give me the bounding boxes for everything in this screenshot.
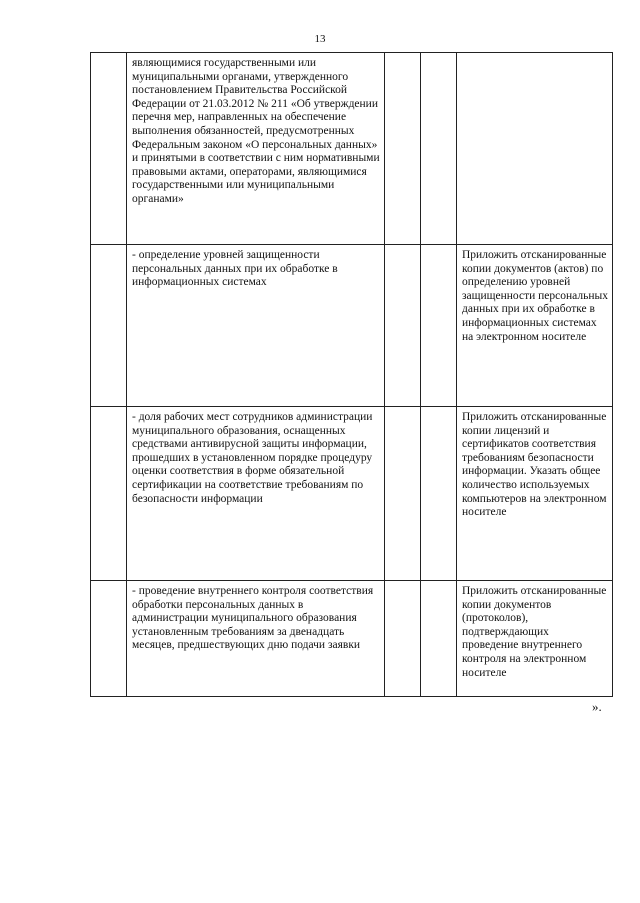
score-cell: [421, 245, 457, 407]
closing-quote-mark: ».: [592, 699, 602, 714]
note-cell: Приложить отсканированные копии документов (актов) по определению уровней защищенности персональных данных при их обработке в информационных системах на электронном носителе: [457, 245, 613, 407]
table-row: [91, 53, 613, 245]
value-cell: [385, 581, 421, 697]
page-number: 13: [314, 33, 326, 45]
value-cell: [385, 245, 421, 407]
requirement-cell: - проведение внутреннего контроля соответствия обработки персональных данных в администрации муниципального образования установленным требованиям за двенадцать месяцев, предшествующих дню подачи заявки: [127, 581, 385, 697]
number-cell: [91, 245, 127, 407]
requirement-cell: - доля рабочих мест сотрудников администрации муниципального образования, оснащенных средствами антивирусной защиты информации, прошедших в установленном порядке процедуру оценки соответствия в форме обязательной сертификации на соответствие требованиям по безопасности информации: [127, 407, 385, 581]
score-cell: [421, 407, 457, 581]
requirements-table: [90, 52, 613, 697]
note-cell: [457, 53, 613, 245]
number-cell: [91, 581, 127, 697]
score-cell: [421, 581, 457, 697]
requirement-cell: - определение уровней защищенности персональных данных при их обработке в информационных системах: [127, 245, 385, 407]
number-cell: [91, 407, 127, 581]
score-cell: [421, 53, 457, 245]
value-cell: [385, 53, 421, 245]
table-row: [91, 581, 613, 697]
note-cell: Приложить отсканированные копии лицензий и сертификатов соответствия требованиям безопасности информации. Указать общее количество используемых компьютеров на электронном носителе: [457, 407, 613, 581]
requirement-cell: являющимися государственными или муниципальными органами, утвержденного постановлением Правительства Российской Федерации от 21.03.2012 № 211 «Об утверждении перечня мер, направленных на обеспечение выполнения обязанностей, предусмотренных Федеральным законом «О персональных данных» и принятыми в соответствии с ним нормативными правовыми актами, операторами, являющимися государственными или муниципальными органами»: [127, 53, 385, 245]
note-cell: Приложить отсканированные копии документов (протоколов), подтверждающих проведение внутреннего контроля на электронном носителе: [457, 581, 613, 697]
value-cell: [385, 407, 421, 581]
number-cell: [91, 53, 127, 245]
table-row: [91, 245, 613, 407]
table-row: [91, 407, 613, 581]
